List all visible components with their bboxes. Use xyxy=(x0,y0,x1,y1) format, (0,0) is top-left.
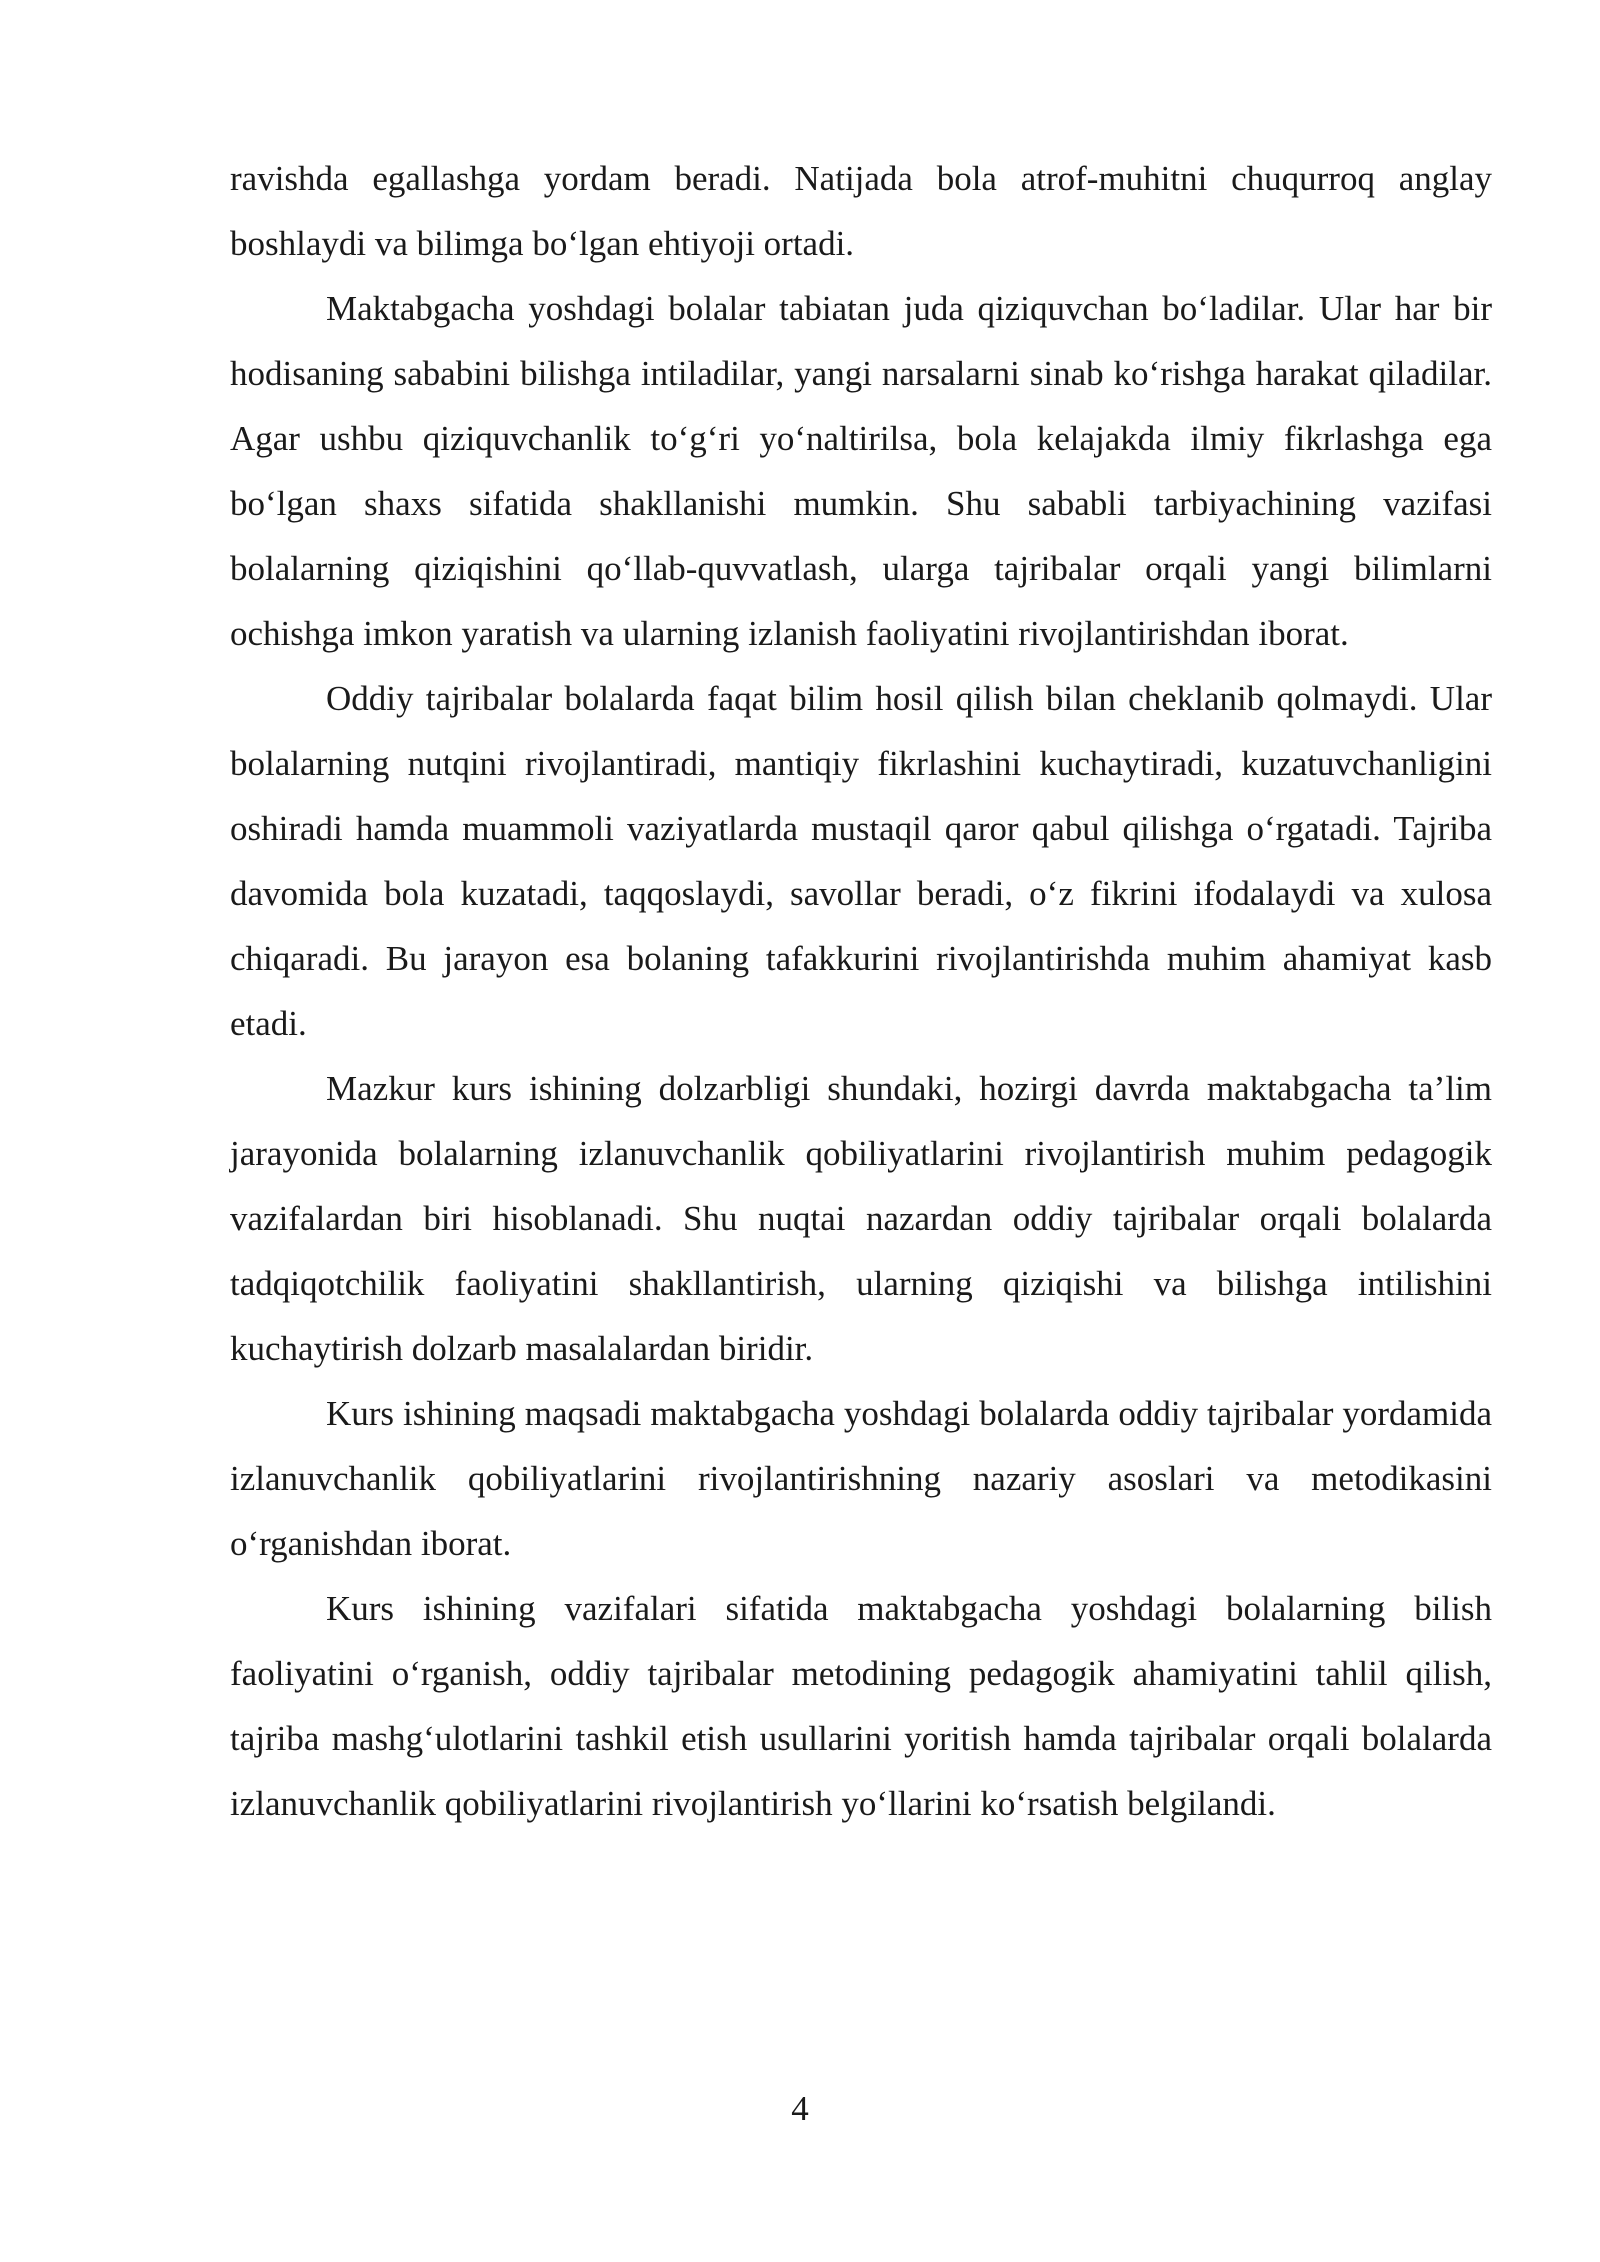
body-text xyxy=(230,146,1492,1836)
paragraph-goal: Kurs ishining maqsadi maktabgacha yoshdagi bolalarda oddiy tajribalar yordamida izlanuvchanlik qobiliyatlarini rivojlantirishning nazariy asoslari va metodikasini o‘rganishdan iborat. xyxy=(230,1394,1492,1563)
paragraph-continuation: ravishda egallashga yordam beradi. Natijada bola atrof-muhitni chuqurroq anglay boshlaydi va bilimga bo‘lgan ehtiyoji ortadi. xyxy=(230,159,1492,263)
page-number: 4 xyxy=(791,2089,809,2128)
paragraph-relevance: Mazkur kurs ishining dolzarbligi shundaki, hozirgi davrda maktabgacha ta’lim jarayonida bolalarning izlanuvchanlik qobiliyatlarini rivojlantirish muhim pedagogik vazifalardan biri hisoblanadi. Shu nuqtai nazardan oddiy tajribalar orqali bolalarda tadqiqotchilik faoliyatini shakllantirish, ularning qiziqishi va bilishga intilishini kuchaytirish dolzarb masalalardan biridir. xyxy=(230,1069,1492,1368)
paragraph-curiosity: Maktabgacha yoshdagi bolalar tabiatan juda qiziquvchan bo‘ladilar. Ular har bir hodisaning sababini bilishga intiladilar, yangi narsalarni sinab ko‘rishga harakat qiladilar. Agar ushbu qiziquvchanlik to‘g‘ri yo‘naltirilsa, bola kelajakda ilmiy fikrlashga ega bo‘lgan shaxs sifatida shakllanishi mumkin. Shu sababli tarbiyachining vazifasi bolalarning qiziqishini qo‘llab-quvvatlash, ularga tajribalar orqali yangi bilimlarni ochishga imkon yaratish va ularning izlanish faoliyatini rivojlantirishdan iborat. xyxy=(230,289,1492,653)
paragraph-experiments-benefits: Oddiy tajribalar bolalarda faqat bilim hosil qilish bilan cheklanib qolmaydi. Ular bolalarning nutqini rivojlantiradi, mantiqiy fikrlashini kuchaytiradi, kuzatuvchanligini oshiradi hamda muammoli vaziyatlarda mustaqil qaror qabul qilishga o‘rgatadi. Tajriba davomida bola kuzatadi, taqqoslaydi, savollar beradi, o‘z fikrini ifodalaydi va xulosa chiqaradi. Bu jarayon esa bolaning tafakkurini rivojlantirishda muhim ahamiyat kasb etadi. xyxy=(230,679,1492,1043)
paragraph-tasks: Kurs ishining vazifalari sifatida maktabgacha yoshdagi bolalarning bilish faoliyatini o‘rganish, oddiy tajribalar metodining pedagogik ahamiyatini tahlil qilish, tajriba mashg‘ulotlarini tashkil etish usullarini yoritish hamda tajribalar orqali bolalarda izlanuvchanlik qobiliyatlarini rivojlantirish yo‘llarini ko‘rsatish belgilandi. xyxy=(230,1589,1492,1823)
